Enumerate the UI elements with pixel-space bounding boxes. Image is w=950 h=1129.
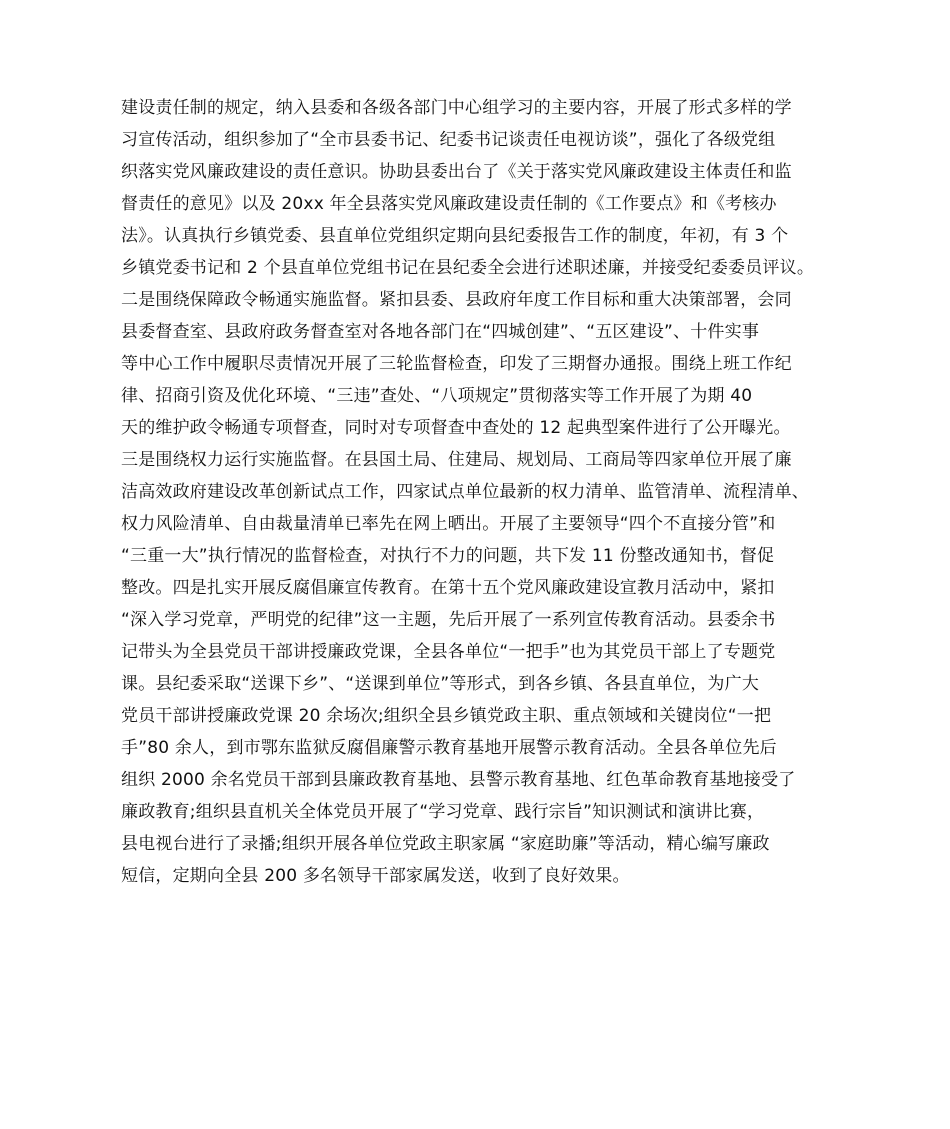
text-line: “深入学习党章，严明党的纪律”这一主题，先后开展了一系列宣传教育活动。县委余书	[121, 610, 776, 630]
text-line: 乡镇党委书记和 2 个县直单位党组书记在县纪委全会进行述职述廉，并接受纪委委员评议。	[121, 258, 815, 278]
text-line: 整改。四是扎实开展反腐倡廉宣传教育。在第十五个党风廉政建设宣教月活动中，紧扣	[121, 578, 775, 598]
text-line: 党员干部讲授廉政党课 20 余场次;组织全县乡镇党政主职、重点领域和关键岗位“一把	[121, 706, 772, 726]
text-line: 县委督查室、县政府政务督查室对各地各部门在“四城创建”、“五区建设”、十件实事	[121, 322, 760, 342]
text-line: 廉政教育;组织县直机关全体党员开展了“学习党章、践行宗旨”知识测试和演讲比赛，	[121, 802, 765, 822]
text-line: 组织 2000 余名党员干部到县廉政教育基地、县警示教育基地、红色革命教育基地接受了	[121, 770, 796, 790]
text-line: 等中心工作中履职尽责情况开展了三轮监督检查，印发了三期督办通报。围绕上班工作纪	[121, 354, 792, 374]
text-line: 二是围绕保障政令畅通实施监督。紧扣县委、县政府年度工作目标和重大决策部署，会同	[121, 290, 792, 310]
body-text	[121, 92, 841, 892]
text-line: 权力风险清单、自由裁量清单已率先在网上晒出。开展了主要领导“四个不直接分管”和	[121, 514, 776, 534]
text-line: 课。县纪委采取“送课下乡”、“送课到单位”等形式，到各乡镇、各县直单位，为广大	[121, 674, 760, 694]
text-line: 律、招商引资及优化环境、“三违”查处、“八项规定”贯彻落实等工作开展了为期 40	[121, 386, 753, 406]
text-line: 记带头为全县党员干部讲授廉政党课，全县各单位“一把手”也为其党员干部上了专题党	[121, 642, 776, 662]
text-line: 习宣传活动，组织参加了“全市县委书记、纪委书记谈责任电视访谈”，强化了各级党组	[121, 130, 776, 150]
text-line: 手”80 余人，到市鄂东监狱反腐倡廉警示教育基地开展警示教育活动。全县各单位先后	[121, 738, 777, 758]
text-line: 建设责任制的规定，纳入县委和各级各部门中心组学习的主要内容，开展了形式多样的学	[121, 98, 792, 118]
text-line: 法》。认真执行乡镇党委、县直单位党组织定期向县纪委报告工作的制度，年初，有 3 个	[121, 226, 789, 246]
text-line: “三重一大”执行情况的监督检查，对执行不力的问题，共下发 11 份整改通知书，督促	[121, 546, 775, 566]
text-line: 县电视台进行了录播;组织开展各单位党政主职家属 “家庭助廉”等活动，精心编写廉政	[121, 834, 770, 854]
text-line: 洁高效政府建设改革创新试点工作，四家试点单位最新的权力清单、监管清单、流程清单、	[121, 482, 809, 502]
text-line: 督责任的意见》以及 20xx 年全县落实党风廉政建设责任制的《工作要点》和《考核办	[121, 194, 777, 214]
text-line: 三是围绕权力运行实施监督。在县国土局、住建局、规划局、工商局等四家单位开展了廉	[121, 450, 792, 470]
text-line: 织落实党风廉政建设的责任意识。协助县委出台了《关于落实党风廉政建设主体责任和监	[121, 162, 792, 182]
text-line: 天的维护政令畅通专项督查，同时对专项督查中查处的 12 起典型案件进行了公开曝光。	[121, 418, 791, 438]
text-line: 短信，定期向全县 200 多名领导干部家属发送，收到了良好效果。	[121, 866, 630, 886]
